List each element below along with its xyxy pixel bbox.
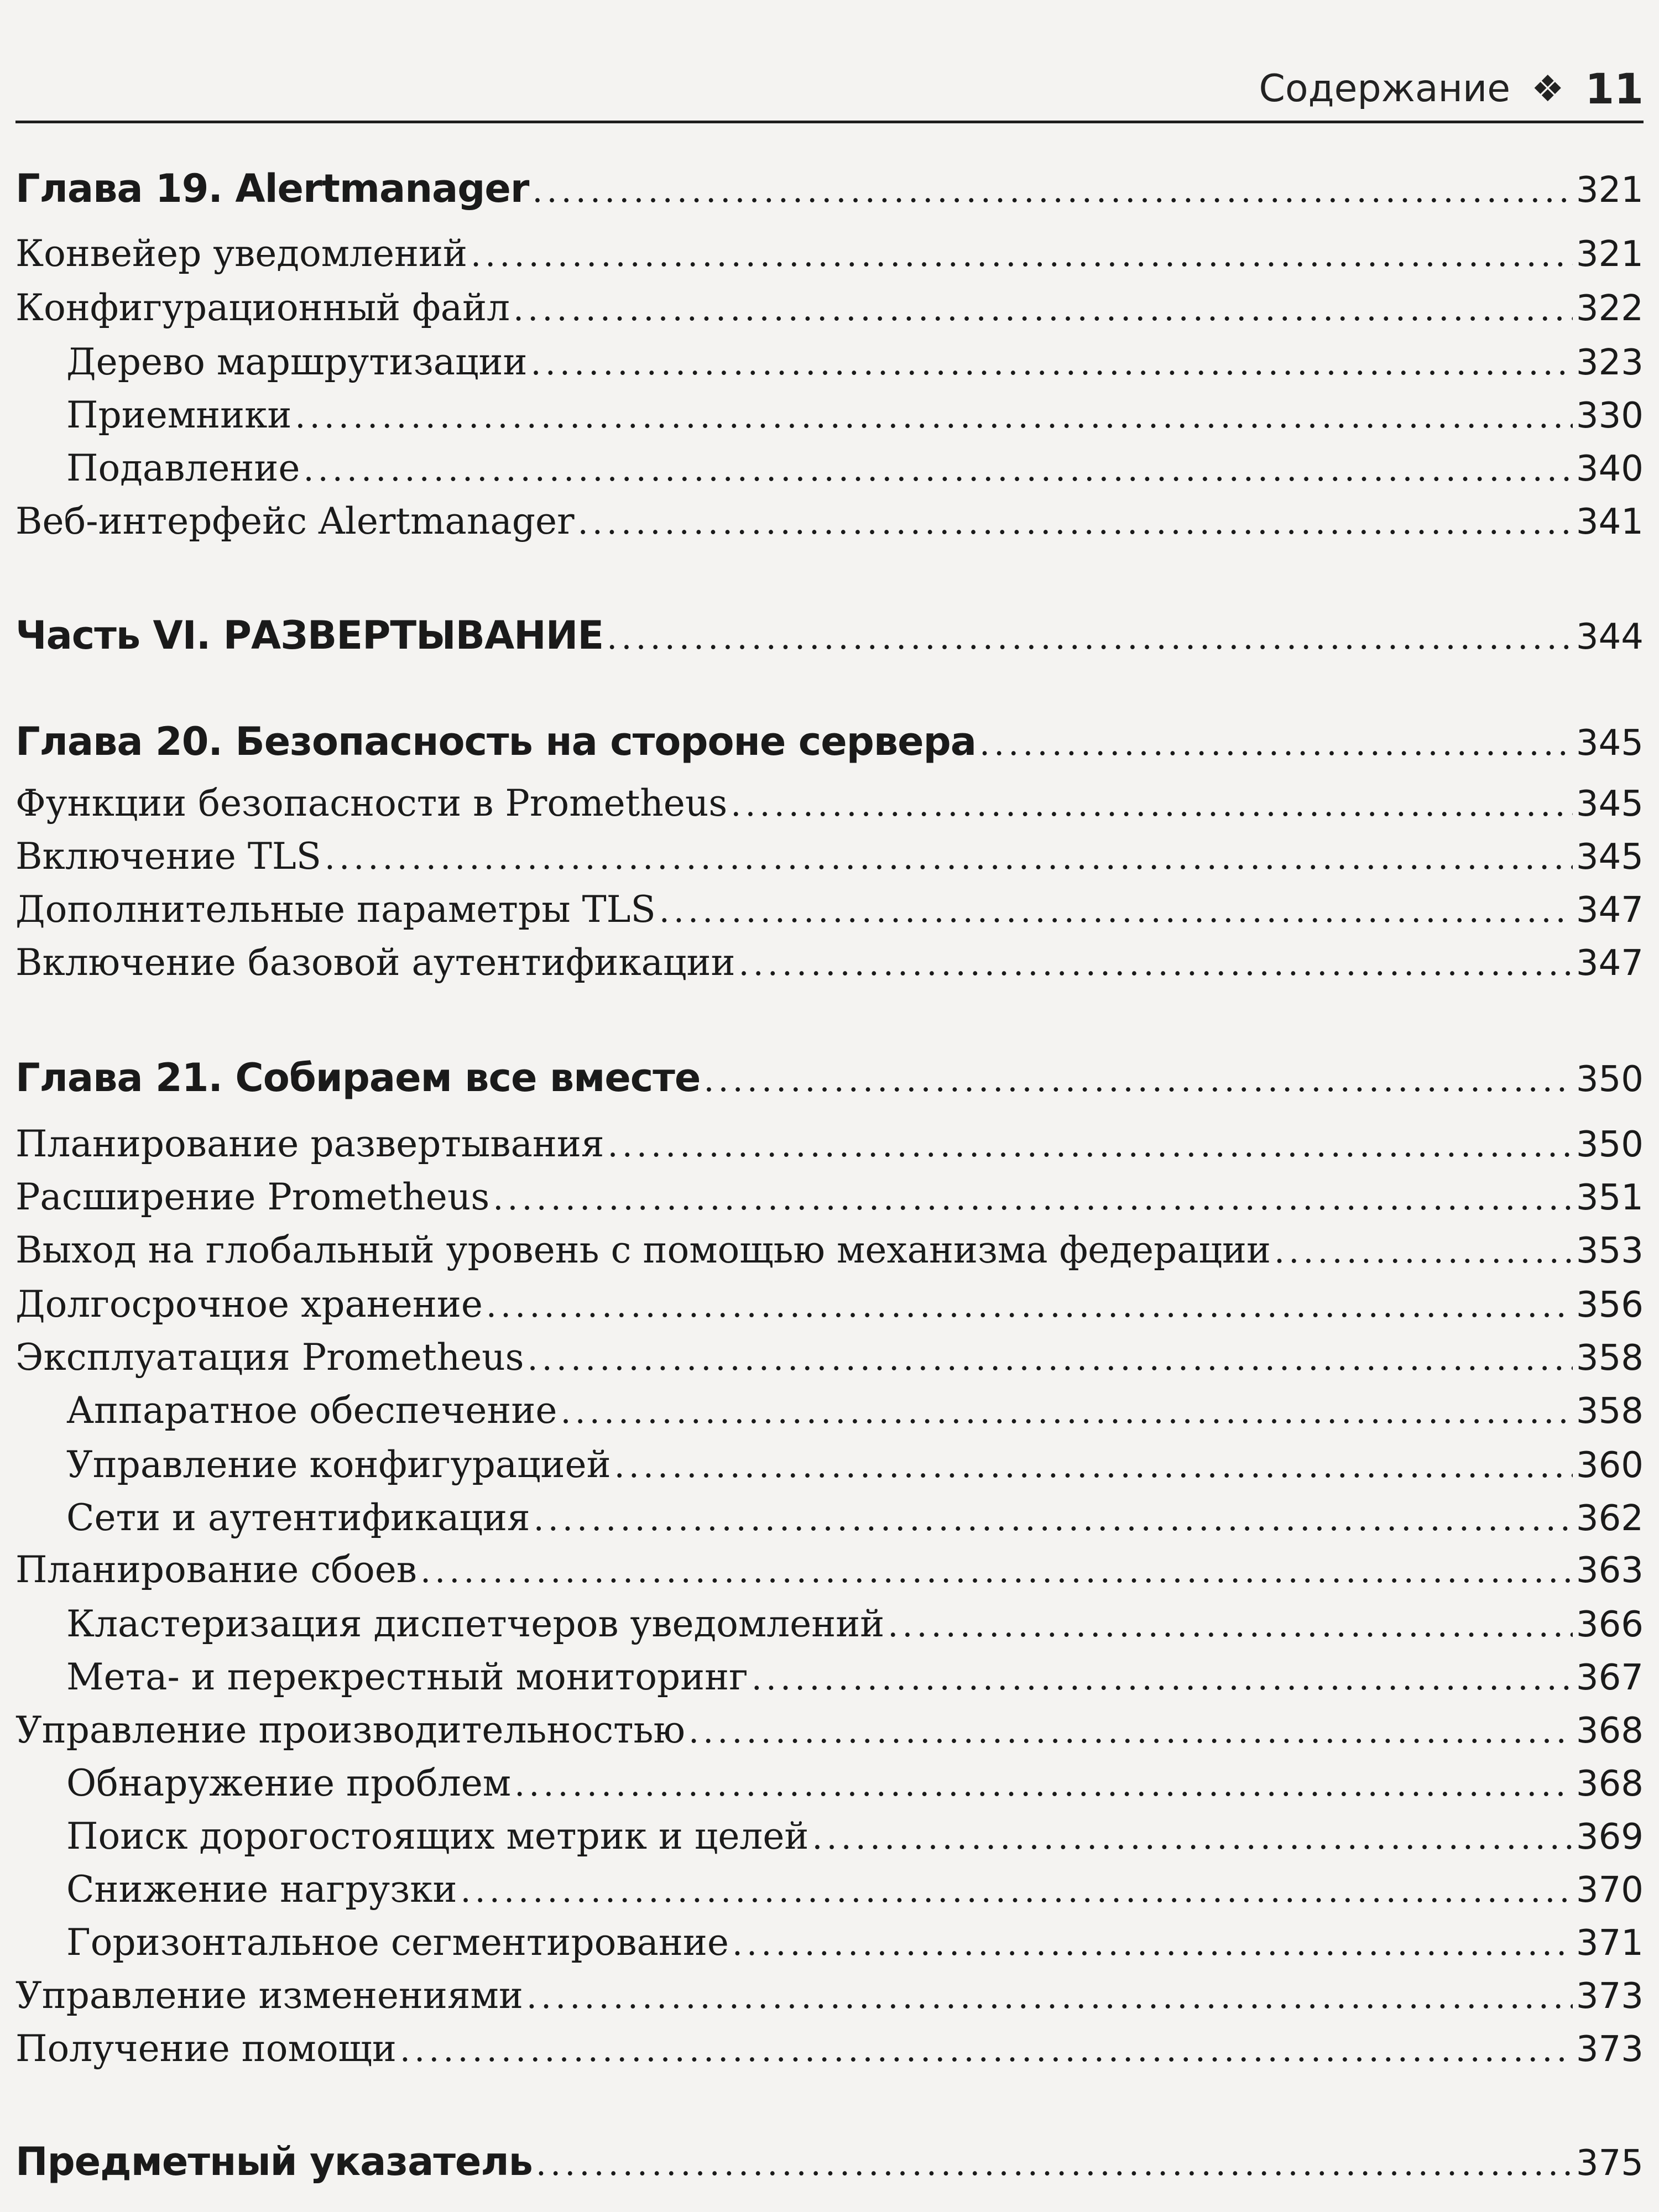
- toc-entry: [15, 1055, 1644, 1100]
- toc-entry: [15, 1815, 1644, 1858]
- dot-leader: [295, 397, 1572, 436]
- dot-leader: [752, 1659, 1573, 1698]
- toc-entry-title: Планирование развертывания: [15, 1123, 604, 1165]
- toc-entry: [15, 1603, 1644, 1645]
- toc-entry: [15, 1762, 1644, 1804]
- toc-entry-page: 347: [1575, 890, 1644, 931]
- toc-entry-title: Эксплуатация Prometheus: [15, 1336, 524, 1379]
- toc-entry-page: 330: [1575, 395, 1644, 436]
- toc-entry-title: Дерево маршрутизации: [66, 341, 528, 383]
- toc-entry: [15, 782, 1644, 825]
- dot-leader: [534, 1500, 1573, 1538]
- toc-entry-page: 362: [1575, 1498, 1644, 1539]
- toc-entry: [15, 719, 1644, 764]
- toc-entry-title: Подавление: [66, 447, 300, 489]
- toc-entry-title: Мета- и перекрестный мониторинг: [66, 1656, 748, 1698]
- toc-entry-page: 373: [1575, 2029, 1644, 2070]
- toc-entry-page: 366: [1575, 1604, 1644, 1645]
- dot-leader: [738, 945, 1572, 983]
- running-header-title: Содержание: [1259, 66, 1511, 111]
- toc-entry-page: 347: [1575, 943, 1644, 984]
- toc-entry-title: Конфигурационный файл: [15, 286, 510, 329]
- toc-entry-page: 350: [1575, 1059, 1644, 1100]
- toc-entry: [15, 1868, 1644, 1911]
- dot-leader: [493, 1179, 1573, 1218]
- toc-entry-title: Снижение нагрузки: [66, 1868, 457, 1911]
- toc-entry-page: 321: [1575, 234, 1644, 275]
- toc-entry-title: Аппаратное обеспечение: [66, 1389, 557, 1432]
- toc-entry-page: 363: [1575, 1550, 1644, 1591]
- dot-leader: [607, 618, 1573, 657]
- dot-leader: [536, 2145, 1573, 2183]
- toc-entry: [15, 1283, 1644, 1326]
- toc-entry-page: 353: [1575, 1230, 1644, 1271]
- toc-entry: [15, 500, 1644, 542]
- toc-entry-title: Дополнительные параметры TLS: [15, 888, 656, 931]
- toc-entry-title: Кластеризация диспетчеров уведомлений: [66, 1603, 885, 1645]
- dot-leader: [514, 1765, 1573, 1804]
- running-header: [22, 55, 1644, 122]
- toc-entry-page: 340: [1575, 448, 1644, 489]
- toc-entry-title: Функции безопасности в Prometheus: [15, 782, 728, 825]
- dot-leader: [979, 724, 1573, 763]
- toc-entry-title: Получение помощи: [15, 2027, 397, 2070]
- toc-entry: [15, 341, 1644, 383]
- toc-entry-title: Поиск дорогостоящих метрик и целей: [66, 1815, 809, 1858]
- toc-entry: [15, 1123, 1644, 1165]
- dot-leader: [614, 1447, 1573, 1485]
- toc-entry: [15, 286, 1644, 329]
- toc-entry: [15, 941, 1644, 984]
- toc-entry-title: Расширение Prometheus: [15, 1176, 490, 1218]
- toc-entry-title: Долгосрочное хранение: [15, 1283, 483, 1326]
- toc-entry-page: 370: [1575, 1870, 1644, 1911]
- toc-entry-page: 358: [1575, 1391, 1644, 1432]
- dot-leader: [578, 503, 1573, 542]
- toc-entry-page: 358: [1575, 1338, 1644, 1379]
- toc-entry-page: 368: [1575, 1764, 1644, 1804]
- diamond-ornament-icon: ❖: [1531, 67, 1564, 110]
- dot-leader: [303, 450, 1572, 489]
- toc-entry-title: Приемники: [66, 394, 292, 436]
- toc-entry: [15, 1443, 1644, 1486]
- toc-entry-page: 368: [1575, 1710, 1644, 1751]
- toc-entry: [15, 232, 1644, 275]
- toc-entry-title: Глава 21. Собираем все вместе: [15, 1055, 701, 1100]
- page-number: 11: [1585, 64, 1644, 113]
- toc-entry: [15, 1229, 1644, 1271]
- toc-entry-title: Обнаружение проблем: [66, 1762, 512, 1804]
- dot-leader: [812, 1818, 1572, 1857]
- toc-entry-page: 350: [1575, 1124, 1644, 1165]
- dot-leader: [688, 1712, 1573, 1751]
- toc-entry-page: 345: [1575, 784, 1644, 825]
- toc-entry: [15, 447, 1644, 489]
- toc-entry: [15, 1974, 1644, 2017]
- dot-leader: [513, 290, 1573, 328]
- dot-leader: [659, 891, 1573, 930]
- dot-leader: [461, 1871, 1573, 1910]
- toc-entry: [15, 888, 1644, 931]
- dot-leader: [325, 838, 1573, 877]
- dot-leader: [400, 2031, 1573, 2069]
- toc-entry-page: 375: [1575, 2143, 1644, 2184]
- toc-entry-page: 323: [1575, 342, 1644, 383]
- dot-leader: [608, 1126, 1573, 1165]
- toc-entry: [15, 1176, 1644, 1218]
- toc-entry-page: 345: [1575, 837, 1644, 878]
- toc-entry-page: 373: [1575, 1976, 1644, 2017]
- toc-entry-page: 371: [1575, 1923, 1644, 1964]
- toc-entry: [15, 2027, 1644, 2070]
- dot-leader: [560, 1392, 1572, 1431]
- dot-leader: [420, 1552, 1573, 1590]
- toc-entry-title: Горизонтальное сегментирование: [66, 1921, 729, 1964]
- toc-entry-page: 369: [1575, 1817, 1644, 1858]
- dot-leader: [471, 236, 1573, 274]
- header-rule: [15, 121, 1644, 123]
- dot-leader: [532, 171, 1572, 210]
- toc-entry: [15, 1656, 1644, 1698]
- dot-leader: [888, 1606, 1573, 1645]
- toc-entry-title: Веб-интерфейс Alertmanager: [15, 500, 575, 542]
- toc-entry-page: 356: [1575, 1285, 1644, 1326]
- toc-entry-title: Планирование сбоев: [15, 1548, 417, 1591]
- toc-entry: [15, 1496, 1644, 1539]
- toc-entry-page: 341: [1575, 502, 1644, 542]
- toc-entry-title: Конвейер уведомлений: [15, 232, 468, 275]
- dot-leader: [526, 1978, 1573, 2016]
- dot-leader: [1274, 1232, 1573, 1271]
- toc-entry-title: Глава 20. Безопасность на стороне сервера: [15, 719, 976, 764]
- toc-entry-title: Управление конфигурацией: [66, 1443, 611, 1486]
- toc-entry-page: 345: [1575, 723, 1644, 764]
- toc-entry: [15, 1709, 1644, 1751]
- dot-leader: [486, 1286, 1573, 1325]
- toc-entry: [15, 1548, 1644, 1591]
- toc-entry: [15, 2139, 1644, 2184]
- dot-leader: [528, 1339, 1573, 1378]
- toc-entry: [15, 1921, 1644, 1964]
- toc-entry-page: 344: [1575, 617, 1644, 658]
- toc-entry-page: 351: [1575, 1177, 1644, 1218]
- dot-leader: [731, 785, 1573, 824]
- dot-leader: [703, 1061, 1572, 1099]
- toc-entry-page: 360: [1575, 1445, 1644, 1486]
- toc-entry: [15, 613, 1644, 658]
- toc-entry: [15, 166, 1644, 211]
- toc-entry: [15, 835, 1644, 878]
- toc-entry-title: Включение базовой аутентификации: [15, 941, 735, 984]
- toc-entry-title: Управление производительностью: [15, 1709, 685, 1751]
- toc-entry-page: 367: [1575, 1657, 1644, 1698]
- toc-entry: [15, 394, 1644, 436]
- toc-entry-title: Часть VI. РАЗВЕРТЫВАНИЕ: [15, 613, 604, 658]
- dot-leader: [732, 1924, 1573, 1963]
- toc-entry: [15, 1336, 1644, 1379]
- toc-entry-title: Предметный указатель: [15, 2139, 533, 2184]
- toc-entry-page: 321: [1575, 170, 1644, 211]
- dot-leader: [531, 344, 1573, 383]
- toc-entry-title: Выход на глобальный уровень с помощью механизма федерации: [15, 1229, 1271, 1271]
- toc-entry-title: Сети и аутентификация: [66, 1496, 530, 1539]
- toc-entry: [15, 1389, 1644, 1432]
- toc-entry-title: Включение TLS: [15, 835, 321, 878]
- toc-entry-page: 322: [1575, 288, 1644, 329]
- toc-entry-title: Управление изменениями: [15, 1974, 523, 2017]
- toc-entry-title: Глава 19. Alertmanager: [15, 166, 529, 211]
